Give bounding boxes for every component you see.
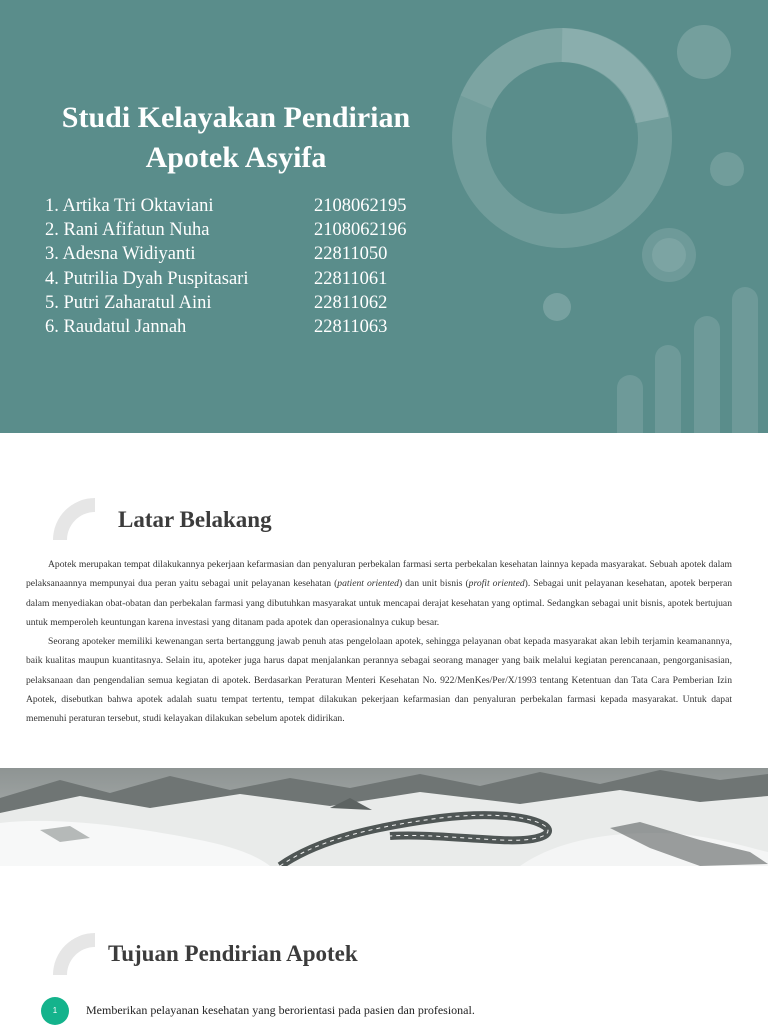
title-banner: Studi Kelayakan Pendirian Apotek Asyifa 1. Artika Tri Oktaviani 2108062195 2. Rani Afifatun Nuha 2108062196 3. Adesna Widiyanti 22811050 4. Putrilia Dyah Puspitasari 22811061 5. Putri Zaharatul Aini 22811062 6. Raudatul Jannah 22811063: [0, 0, 768, 433]
document-title: Studi Kelayakan Pendirian Apotek Asyifa: [61, 101, 411, 174]
section-title-tujuan: Tujuan Pendirian Apotek: [108, 941, 358, 966]
list-item: Memberikan pelayanan kesehatan yang berorientasi pada pasien dan profesional.: [86, 1003, 475, 1017]
section-quarter-icon: [53, 498, 95, 540]
background-text: [26, 555, 732, 729]
section-quarter-icon: [53, 933, 95, 975]
paragraph-1: Apotek merupakan tempat dilakukannya pekerjaan kefarmasian dan penyaluran perbekalan farmasi serta perbekalan kesehatan lainnya kepada masyarakat. Sebuah apotek dalam pelaksanaannya mempunyai dua peran yaitu sebagai unit pelayanan kesehatan (patient oriented) dan unit bisnis (profit oriented). Sebagai unit pelayanan kesehatan, apotek berperan dalam menyediakan obat-obatan dan perbekalan farmasi yang dibutuhkan masyarakat untuk mencapai derajat kesehatan yang optimal. Sedangkan sebagai unit bisnis, apotek bertujuan untuk memperoleh keuntungan karena investasi yang ditanam pada apotek dan operasionalnya cukup besar.: [26, 559, 733, 628]
paragraph-2: Seorang apoteker memiliki kewenangan serta bertanggung jawab penuh atas pengelolaan apotek, sehingga pelayanan obat kepada masyarakat akan lebih terjamin keamanannya, baik kualitas maupun kuantitasnya. Selain itu, apoteker juga harus dapat menjalankan perannya sebagai seorang manager yang baik melalui kegiatan perencanaan, pengorganisasian, pelaksanaan dan pengendalian semua kegiatan di apotek. Berdasarkan Peraturan Menteri Kesehatan No. 922/MenKes/Per/X/1993 tentang Ketentuan dan Tata Cara Pemberian Izin Apotek, disebutkan bahwa apotek adalah suatu tempat tertentu, tempat dilakukan pekerjaan kefarmasian dan penyaluran perbekalan farmasi kepada masyarakat. Untuk dapat memenuhi peraturan tersebut, studi kelayakan dilakukan sebelum apotek didirikan.: [26, 636, 732, 725]
snowy-road-image: [0, 768, 768, 866]
section-title-latar-belakang: Latar Belakang: [118, 507, 272, 532]
number-badge: 1: [41, 997, 69, 1025]
